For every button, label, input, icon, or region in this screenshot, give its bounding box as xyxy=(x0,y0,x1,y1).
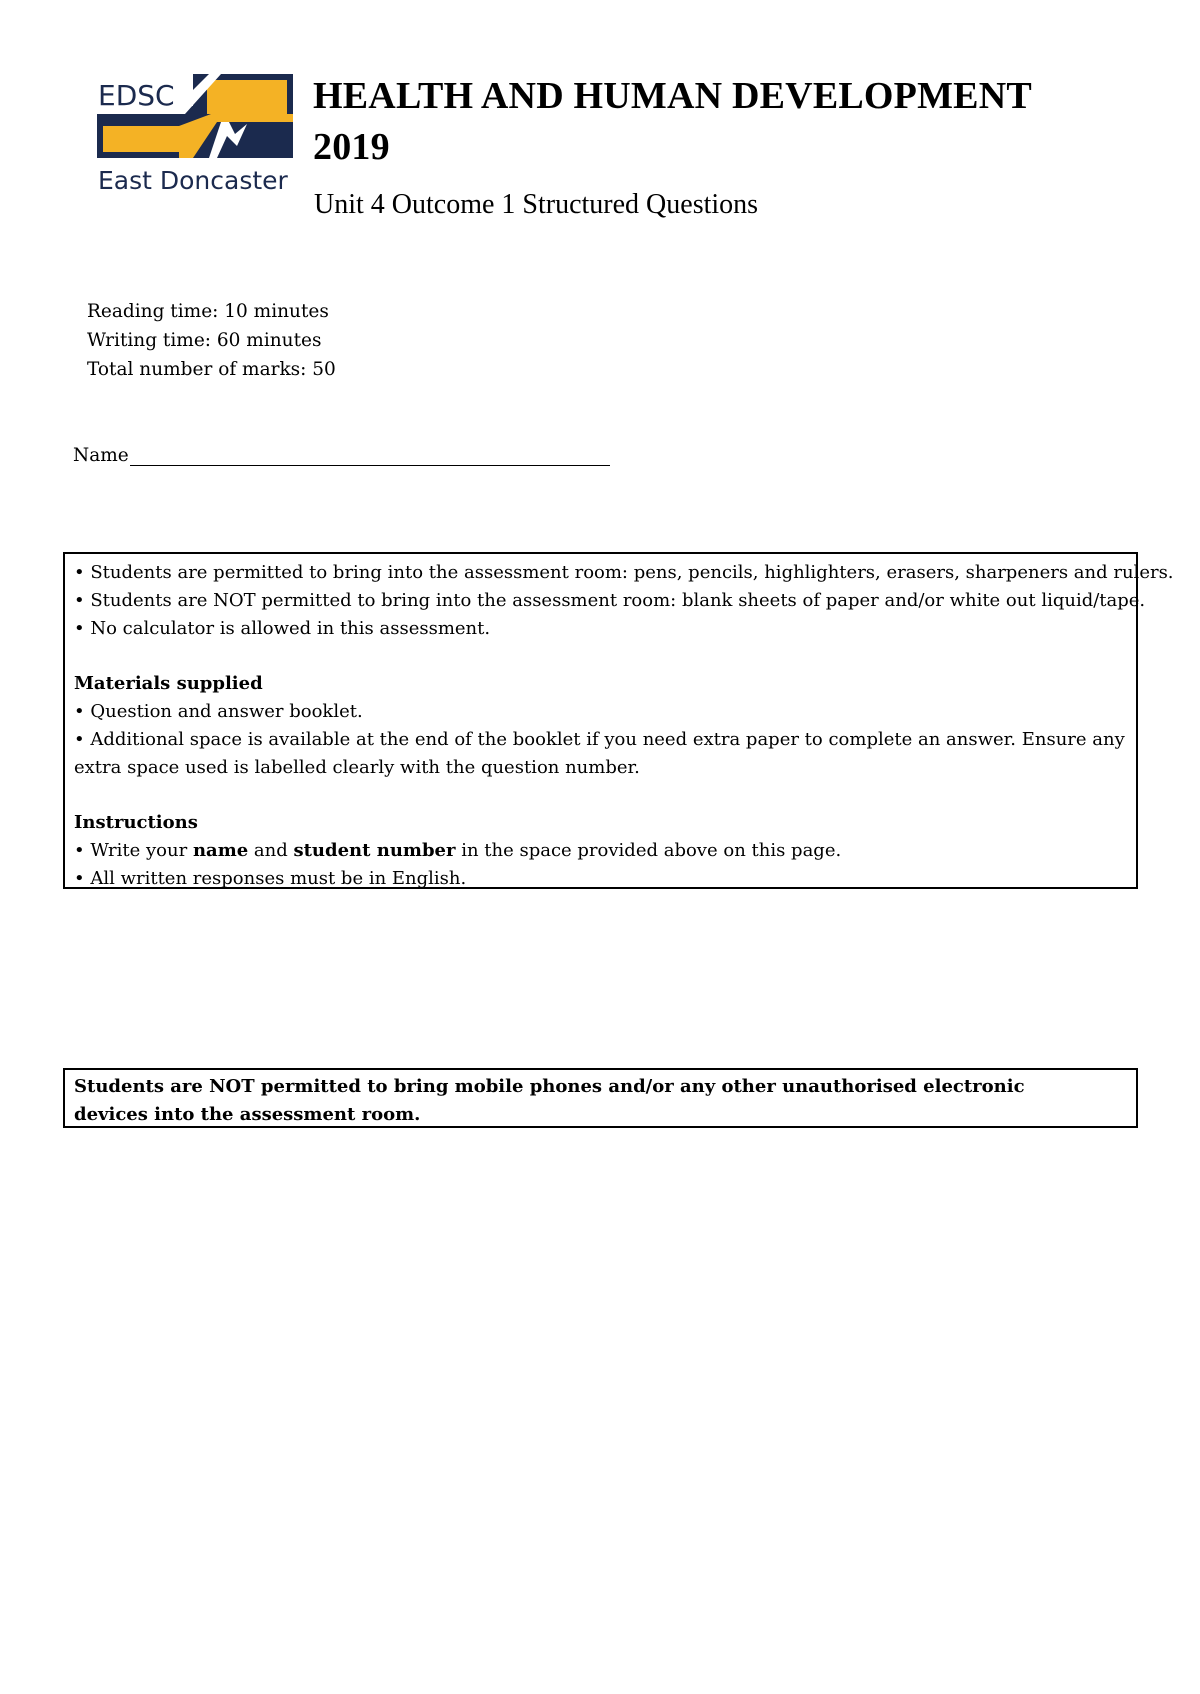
instruction-mid: and xyxy=(248,839,294,861)
instructions-heading: Instructions xyxy=(74,812,198,834)
phones-notice-line2: devices into the assessment room. xyxy=(74,1103,421,1125)
writing-time: Writing time: 60 minutes xyxy=(87,330,322,351)
instruction-name-number xyxy=(74,837,1127,865)
name-blank-line[interactable] xyxy=(130,444,610,466)
assessment-rules-box xyxy=(63,552,1174,889)
name-field xyxy=(73,444,610,466)
rule-not-permitted: • Students are NOT permitted to bring into the assessment room: blank sheets of paper and/or white out liquid/tape. xyxy=(74,589,1146,611)
instruction-english: • All written responses must be in English. xyxy=(74,867,467,889)
rule-permitted: • Students are permitted to bring into the assessment room: pens, pencils, highlighters, erasers, sharpeners and rulers. xyxy=(74,562,1174,583)
phones-notice-line1: Students are NOT permitted to bring mobile phones and/or any other unauthorised electronic xyxy=(74,1076,1025,1097)
spacer xyxy=(74,642,1127,670)
instruction-bold-name: name xyxy=(192,839,249,861)
logo-school-name: East Doncaster xyxy=(98,166,288,195)
instruction-prefix: • Write your xyxy=(74,839,193,861)
instruction-bold-student-number: student number xyxy=(293,839,456,861)
name-label: Name xyxy=(73,445,129,466)
materials-item-booklet: • Question and answer booklet. xyxy=(74,700,363,722)
materials-heading: Materials supplied xyxy=(74,673,263,695)
rule-calculator: • No calculator is allowed in this assessment. xyxy=(74,617,491,639)
materials-item-extra-space: • Additional space is available at the end of the booklet if you need extra paper to complete an answer. Ensure any extra space used is labelled clearly with the question number. xyxy=(74,728,1125,778)
exam-info xyxy=(87,297,336,384)
document-title: HEALTH AND HUMAN DEVELOPMENT xyxy=(313,75,1032,117)
document-subtitle: Unit 4 Outcome 1 Structured Questions xyxy=(314,189,759,220)
total-marks: Total number of marks: 50 xyxy=(87,359,336,380)
logo-gold-left xyxy=(103,126,179,152)
logo-acronym: EDSC xyxy=(98,79,175,112)
spacer xyxy=(74,781,1127,809)
document-year: 2019 xyxy=(313,126,390,168)
phones-notice-box xyxy=(63,1068,1138,1128)
instruction-suffix: in the space provided above on this page. xyxy=(455,839,842,861)
school-logo xyxy=(97,74,293,196)
reading-time: Reading time: 10 minutes xyxy=(87,301,329,322)
logo-gold-right xyxy=(207,80,287,114)
